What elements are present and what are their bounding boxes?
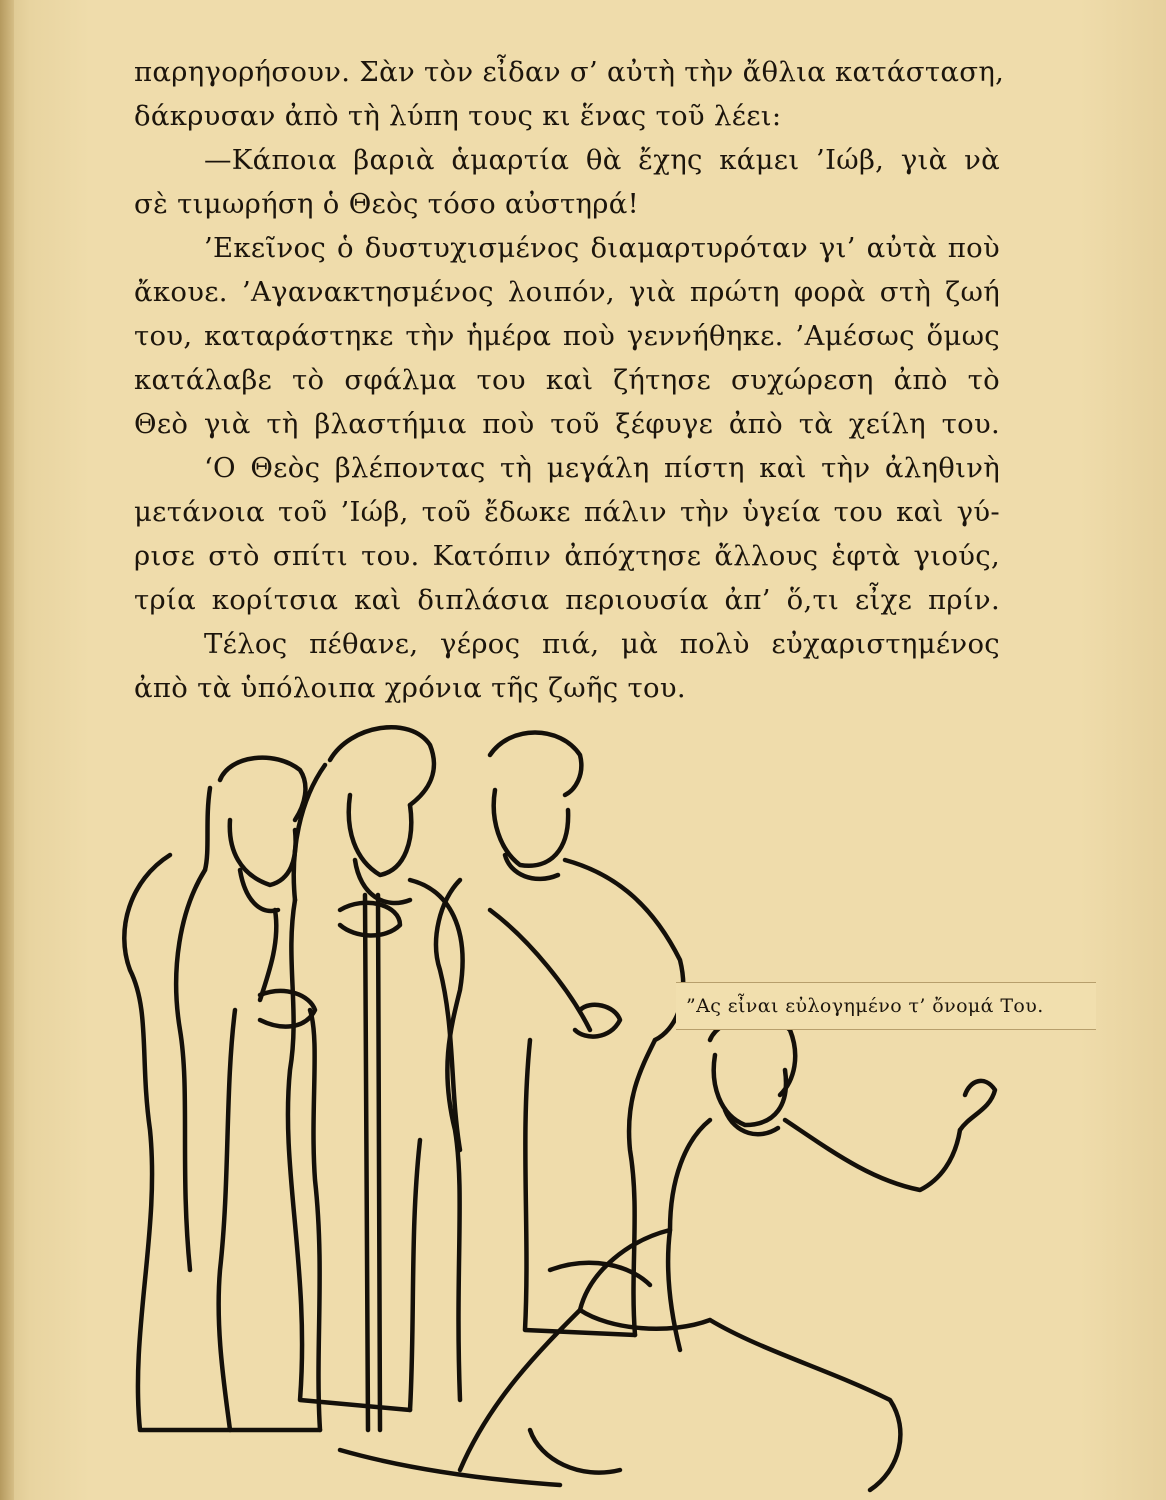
- text-line: Θεὸ γιὰ τὴ βλαστήμια ποὺ τοῦ ξέφυγε ἀπὸ τὰ χείλη του.: [134, 408, 1000, 440]
- text-line: παρηγορήσουν. Σὰν τὸν εἶδαν σ’ αὐτὴ τὴν ἄθλια κατάσταση,: [134, 56, 1005, 88]
- text-line: σὲ τιμωρήση ὁ Θεὸς τόσο αὐστηρά!: [134, 188, 639, 220]
- text-line: ’Εκεῖνος ὁ δυστυχισμένος διαμαρτυρόταν γι’ αὐτὰ ποὺ: [204, 232, 1000, 264]
- text-line: ἄκουε. ’Αγανακτησμένος λοιπόν, γιὰ πρώτη φορὰ στὴ ζωή: [134, 276, 1000, 308]
- text-line: —Κάποια βαριὰ ἁμαρτία θὰ ἔχης κάμει ’Ιώβ, γιὰ νὰ: [204, 144, 1000, 176]
- text-line: του, καταράστηκε τὴν ἡμέρα ποὺ γεννήθηκε. ’Αμέσως ὅμως: [134, 320, 1000, 352]
- left-friend-figure: [124, 758, 320, 1430]
- illustration-caption-box: [676, 982, 1096, 1030]
- text-line: ‘Ο Θεὸς βλέποντας τὴ μεγάλη πίστη καὶ τὴν ἀληθινὴ: [204, 452, 1000, 484]
- page-gutter: [0, 0, 14, 1500]
- text-line: τρία κορίτσια καὶ διπλάσια περιουσία ἀπ’ ὅ,τι εἶχε πρίν.: [134, 584, 1000, 616]
- text-line: Τέλος πέθανε, γέρος πιά, μὰ πολὺ εὐχαριστημένος: [204, 628, 1000, 660]
- text-line: μετάνοια τοῦ ’Ιώβ, τοῦ ἔδωκε πάλιν τὴν ὑγεία του καὶ γύ-: [134, 496, 1000, 528]
- right-friend-figure: [436, 733, 683, 1336]
- text-line: δάκρυσαν ἀπὸ τὴ λύπη τους κι ἕνας τοῦ λέει:: [134, 100, 782, 132]
- text-line: ἀπὸ τὰ ὑπόλοιπα χρόνια τῆς ζωῆς του.: [134, 672, 686, 704]
- text-line: κατάλαβε τὸ σφάλμα του καὶ ζήτησε συχώρεση ἀπὸ τὸ: [134, 364, 1000, 396]
- job-and-friends-illustration: [110, 710, 1040, 1500]
- illustration-caption: ”Ας εἶναι εὐλογημένο τ’ ὄνομά Του.: [686, 995, 1044, 1017]
- job-seated-figure: [340, 1018, 995, 1490]
- text-line: ρισε στὸ σπίτι του. Κατόπιν ἀπόχτησε ἄλλους ἑφτὰ γιούς,: [134, 540, 1000, 572]
